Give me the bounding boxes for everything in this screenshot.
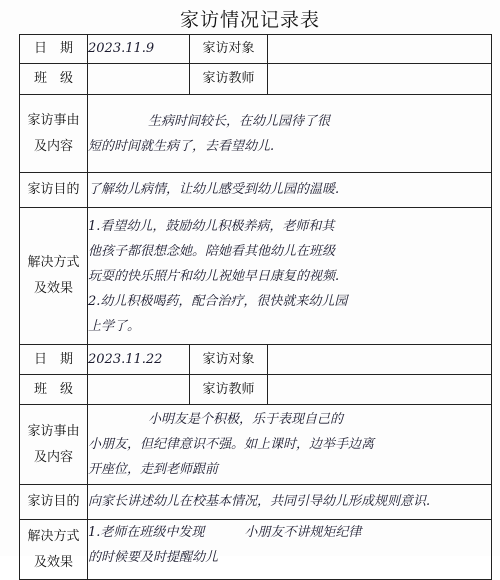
method-label-line-2: 及效果 bbox=[33, 554, 73, 570]
method-line: 1.看望幼儿，鼓励幼儿积极养病，老师和其 bbox=[88, 218, 335, 234]
form-title: 家访情况记录表 bbox=[179, 9, 320, 31]
matter-label-line-2: 及内容 bbox=[33, 138, 73, 154]
date-value: 2023.11.9 bbox=[88, 35, 190, 64]
matter-content bbox=[88, 405, 492, 485]
matter-line: 短的时间就生病了，去看望幼儿. bbox=[88, 138, 275, 154]
matter-content bbox=[88, 95, 492, 173]
method-label-line-1: 解决方式 bbox=[27, 255, 80, 270]
class-value bbox=[88, 375, 190, 405]
method-line: 上学了。 bbox=[88, 318, 141, 334]
method-line bbox=[88, 520, 491, 545]
visit-teacher-label: 家访教师 bbox=[190, 64, 268, 95]
matter-line: 开座位，走到老师跟前 bbox=[88, 462, 219, 477]
method-label-line-1: 解决方式 bbox=[27, 528, 80, 544]
visit-teacher-value bbox=[268, 375, 492, 405]
method-content bbox=[88, 520, 492, 580]
method-fragment: 1.老师在班级中发现 bbox=[88, 525, 205, 540]
matter-line: 小朋友，但纪律意识不强。如上课时，边举手边离 bbox=[88, 437, 375, 452]
class-value bbox=[88, 64, 190, 95]
matter-label bbox=[20, 95, 88, 173]
record-2-date-row bbox=[20, 345, 492, 375]
date-label: 日 期 bbox=[20, 35, 88, 64]
record-1-date-row bbox=[20, 35, 492, 64]
visit-target-value bbox=[268, 345, 492, 375]
record-1-matter-row bbox=[20, 95, 492, 173]
method-label bbox=[20, 208, 88, 345]
date-value: 2023.11.22 bbox=[88, 345, 190, 375]
method-fragment: 小朋友不讲规矩纪律 bbox=[244, 525, 362, 540]
method-label-line-2: 及效果 bbox=[33, 281, 73, 296]
class-label: 班 级 bbox=[20, 375, 88, 405]
record-2-class-row bbox=[20, 375, 492, 405]
visit-teacher-value bbox=[268, 64, 492, 95]
matter-label bbox=[20, 405, 88, 485]
record-2-method-row bbox=[20, 520, 492, 580]
record-2-matter-row bbox=[20, 405, 492, 485]
visit-target-label: 家访对象 bbox=[190, 345, 268, 375]
method-line: 玩耍的快乐照片和幼儿祝她早日康复的视频. bbox=[88, 268, 340, 284]
matter-label-line-1: 家访事由 bbox=[27, 112, 80, 128]
method-label bbox=[20, 520, 88, 580]
visit-record-table bbox=[19, 34, 492, 580]
method-line: 他孩子都很想念她。陪她看其他幼儿在班级 bbox=[88, 243, 336, 259]
method-content bbox=[88, 208, 492, 345]
record-1-class-row bbox=[20, 64, 492, 95]
purpose-label: 家访目的 bbox=[20, 173, 88, 208]
matter-label-line-2: 及内容 bbox=[33, 449, 73, 465]
purpose-value: 了解幼儿病情，让幼儿感受到幼儿园的温暖. bbox=[88, 173, 492, 208]
visit-target-value bbox=[268, 35, 492, 64]
purpose-label: 家访目的 bbox=[20, 485, 88, 520]
matter-label-line-1: 家访事由 bbox=[27, 423, 80, 439]
visit-teacher-label: 家访教师 bbox=[190, 375, 268, 405]
method-line: 的时候要及时提醒幼儿 bbox=[88, 550, 219, 565]
record-1-method-row bbox=[20, 208, 492, 345]
record-1-purpose-row bbox=[20, 173, 492, 208]
method-line: 2.幼儿积极喝药，配合治疗，很快就来幼儿园 bbox=[88, 293, 348, 309]
matter-line: 小明友是个积极，乐于表现自己的 bbox=[148, 412, 344, 427]
class-label: 班 级 bbox=[20, 64, 88, 95]
purpose-value: 向家长讲述幼儿在校基本情况，共同引导幼儿形成规则意识. bbox=[88, 485, 492, 520]
visit-target-label: 家访对象 bbox=[190, 35, 268, 64]
matter-line: 生病时间较长，在幼儿园待了很 bbox=[148, 113, 331, 129]
record-2-purpose-row bbox=[20, 485, 492, 520]
date-label: 日 期 bbox=[20, 345, 88, 375]
